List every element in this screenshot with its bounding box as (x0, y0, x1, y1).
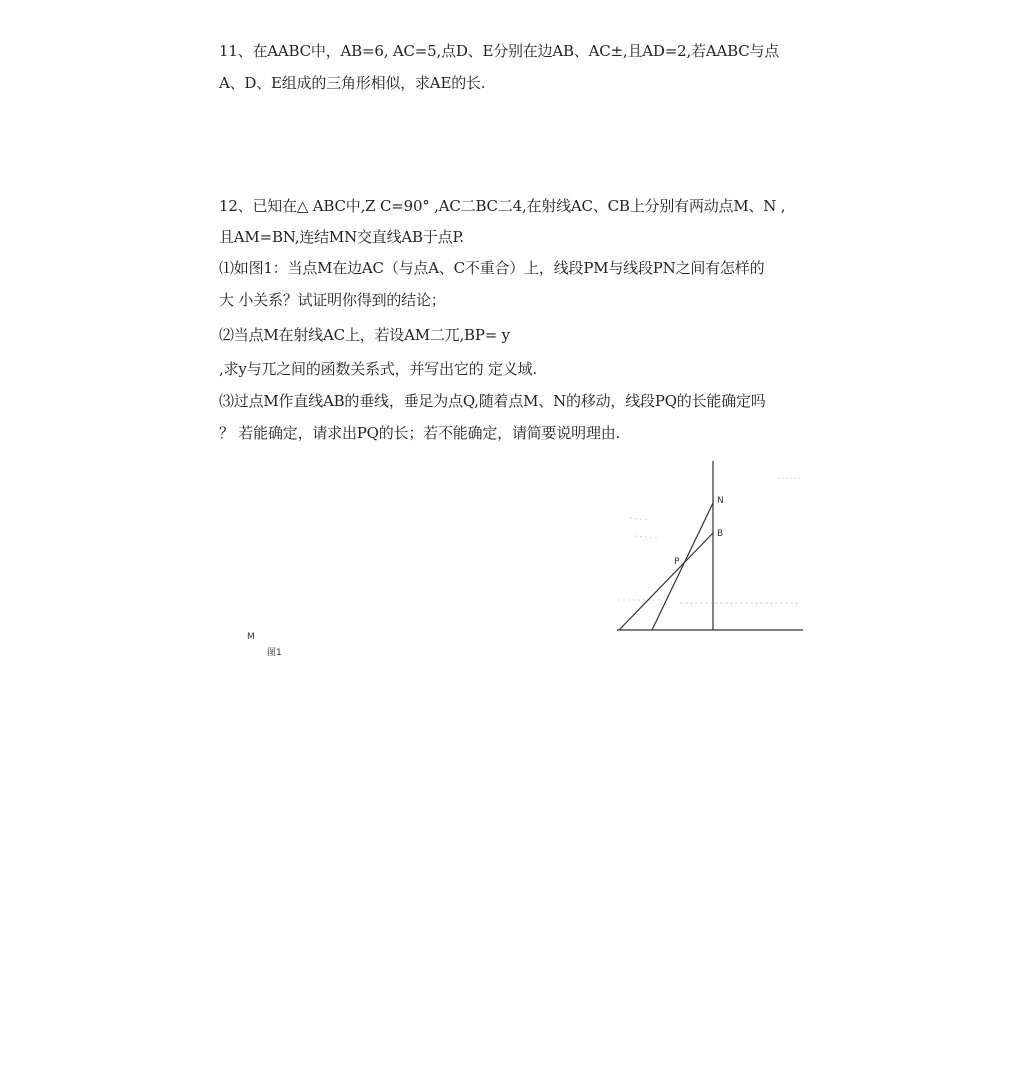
scan-artifacts (618, 478, 800, 603)
label-b: B (717, 529, 724, 539)
line-ab (619, 533, 713, 630)
label-p: P (674, 557, 680, 567)
q12-part2-line-1: ⑵当点M在射线AC上，若设AM二兀,BP= y (219, 326, 510, 344)
q11-line-2: A、D、E组成的三角形相似，求AE的长. (219, 74, 486, 92)
label-m: M (247, 632, 255, 642)
geometry-diagram (600, 458, 810, 638)
q12-part2-line-2: ,求y与兀之间的函数关系式，并写出它的 定义域. (219, 360, 537, 378)
q12-line-2: 且AM=BN,连结MN交直线AB于点P. (219, 228, 464, 246)
q12-part1-line-1: ⑴如图1：当点M在边AC（与点A、C不重合）上，线段PM与线段PN之间有怎样的 (219, 259, 765, 277)
geometry-figure (600, 458, 810, 638)
q12-line-1: 12、已知在△ ABC中,Z C=90° ,AC二BC二4,在射线AC、CB上分别有两动点M、N , (219, 197, 786, 215)
label-n: N (717, 496, 724, 506)
q12-part3-line-2: ？ 若能确定，请求出PQ的长；若不能确定，请简要说明理由. (219, 424, 621, 442)
q12-part3-line-1: ⑶过点M作直线AB的垂线，垂足为点Q,随着点M、N的移动，线段PQ的长能确定吗 (219, 392, 766, 410)
figure-caption: 图1 (267, 648, 282, 658)
q12-part1-line-2: 大 小关系？试证明你得到的结论； (219, 291, 446, 309)
q11-line-1: 11、在AABC中，AB=6, AC=5,点D、E分别在边AB、AC±,且AD=2,若AABC与点 (219, 42, 780, 60)
line-mn (652, 503, 713, 630)
